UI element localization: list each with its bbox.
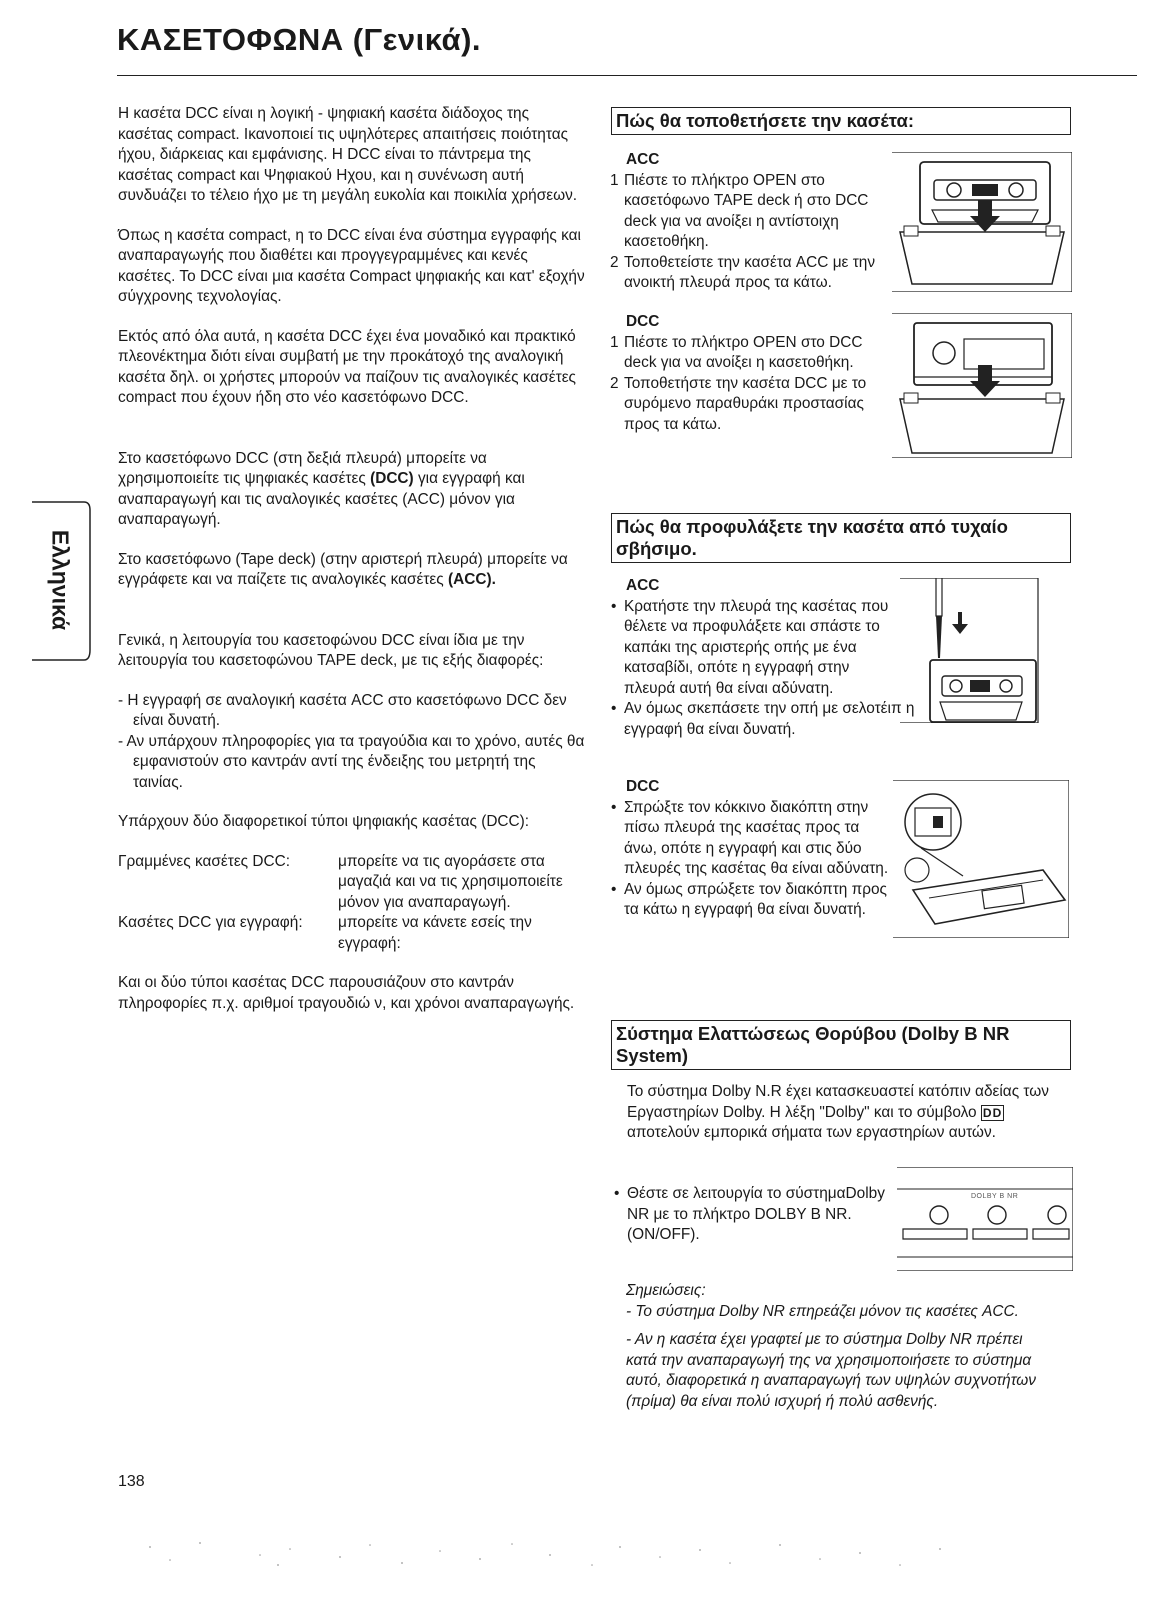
protect-acc-label: ACC (626, 577, 660, 594)
type-term: Κασέτες DCC για εγγραφή: (118, 914, 303, 931)
dolby-panel-drawing (897, 1167, 1073, 1271)
dolby-notes (626, 1281, 1056, 1420)
tape-deck-bold: (ACC). (447, 571, 496, 588)
closing-paragraph: Και οι δύο τύποι κασέτας DCC παρουσιάζουν στο καντράν πληροφορίες π.χ. αριθμοί τραγουδιώ ν, και χρόνοι αναπαραγωγής. (118, 974, 575, 1012)
step-text: Πιέστε το πλήκτρο OPEN στο κασετόφωνο TAPE deck ή στο DCC deck για να ανοίξει η αντίστοιχη κασετοθήκη. (624, 171, 869, 250)
tape-deck-text: Στο κασετόφωνο (Tape deck) (στην αριστερή πλευρά) μπορείτε να εγγράφετε και να παίζετε τις αναλογικές κασέτες (118, 550, 568, 588)
insert-acc-steps (611, 171, 896, 294)
step-number: 2 (610, 374, 619, 392)
language-tab (30, 480, 94, 680)
insert-acc-step (611, 171, 896, 253)
protect-heading: Πώς θα προφυλάξετε την κασέτα από τυχαίο σβήσιμο. (611, 513, 1071, 563)
protect-acc-bullet: • Αν όμως σκεπάσετε την οπή με σελοτέιπ η εγγραφή θα είναι δυνατή. (611, 699, 961, 740)
dcc-deck-paragraph (118, 449, 588, 531)
note-item: - Αν η κασέτα έχει γραφτεί με το σύστημα Dolby NR πρέπει κατά την αναπαραγωγή της να χρησιμοποιήσετε το σύστημα αυτό, διαφορετικά η αναπαραγωγή των υψηλών συχνοτήτων (πρίμα) θα είναι πολύ ισχυρή ή πολύ ασθενής. (626, 1331, 1036, 1410)
insert-dcc-step (611, 374, 896, 436)
general-paragraph: Γενικά, η λειτουργία του κασετοφώνου DCC είναι ίδια με την λειτουργία του κασετοφώνου TAPE deck, με τις εξής διαφορές: (118, 631, 544, 669)
step-text: Τοποθετήστε την κασέτα DCC με το συρόμενο παραθυράκι προστασίας προς τα κάτω. (624, 374, 867, 433)
dolby-intro-text-2: αποτελούν εμπορικά σήματα των εργαστηρίων αυτών. (627, 1124, 996, 1141)
dolby-intro-text-1: Το σύστημα Dolby N.R έχει κατασκευαστεί κατόπιν αδείας των Εργαστηρίων Dolby. Η λέξη "Dolby" και το σύμβολο (627, 1083, 1049, 1121)
note-item: - Το σύστημα Dolby NR επηρεάζει μόνον τις κασέτες ACC. (626, 1302, 1019, 1320)
acc-insert-illustration (892, 152, 1072, 292)
intro-paragraph-1: Η κασέτα DCC είναι η λογική - ψηφιακή κασέτα διάδοχος της κασέτας compact. Ικανοποιεί τις υψηλότερες απαιτήσεις ποιότητας ήχου, διάρκειας και εμφάνισης. Η DCC είναι το πάντρεμα της κασέτας compact και Ψηφιακού Ηχου, και η συνένωση αυτή συνδυάζει το τέλειο ήχο με τη μεγάλη ευκολία και ποικιλία χρήσεων. (118, 105, 578, 204)
acc-protect-illustration (900, 578, 1040, 723)
step-text: Τοποθετείστε την κασέτα ACC με την ανοικτή πλευρά προς τα κάτω. (624, 253, 876, 291)
step-text: Πιέστε το πλήκτρο OPEN στο DCC deck για να ανοίξει η κασετοθήκη. (624, 333, 863, 371)
language-tab-label: Ελληνικά (47, 529, 74, 631)
insert-acc-block (611, 150, 896, 294)
step-number: 1 (610, 333, 619, 351)
page-number: 138 (118, 1473, 145, 1490)
protect-dcc-bullet: • Σπρώξτε τον κόκκινο διακόπτη στην πίσω πλευρά της κασέτας προς τα άνω, οπότε η εγγραφή και στις δύο πλευρές της κασέτας θα είναι αδύνατη. (611, 798, 889, 880)
protect-dcc-bullet: • Αν όμως σπρώξετε τον διακόπτη προς τα κάτω η εγγραφή θα είναι δυνατή. (611, 880, 894, 921)
protect-dcc-bullets (611, 798, 901, 921)
dcc-deck-text-1: Στο κασετόφωνο DCC (στη δεξιά πλευρά) μπορείτε να χρησιμοποιείτε τις ψηφιακές κασέτες (118, 449, 487, 487)
insert-acc-step (611, 253, 896, 294)
dcc-types-table (118, 852, 588, 955)
insert-dcc-block (611, 312, 896, 435)
intro-paragraph-2: Όπως η κασέτα compact, η το DCC είναι ένα σύστημα εγγραφής και αναπαραγωγής που διαθέτει και προγγεγραμμένες και κενές κασέτες. Το DCC είναι μια κασέτα Compact ψηφιακής και κατ' εξοχήν σύγχρονης τεχνολογίας. (118, 226, 585, 305)
protect-acc-bullet: • Κρατήστε την πλευρά της κασέτας που θέλετε να προφυλάξετε και σπάστε το καπάκι της αριστερής οπής με ένα κατσαβίδι, οπότε η εγγραφή στην πλευρά αυτή θα είναι αδύνατη. (611, 597, 889, 700)
type-term: Γραμμένες κασέτες DCC: (118, 852, 290, 870)
left-column (118, 104, 588, 1033)
insert-heading: Πώς θα τοποθετήσετε την κασέτα: (611, 107, 1071, 135)
dolby-intro (627, 1082, 1057, 1144)
scan-noise-decoration (140, 1535, 980, 1575)
dcc-protect-illustration (893, 780, 1069, 938)
protect-dcc-block (611, 777, 901, 921)
step-number: 1 (610, 171, 619, 189)
title-rule (117, 75, 1137, 76)
dcc-deck-text-2: για εγγραφή και αναπαραγωγή και τις αναλογικές κασέτες (ACC) μόνον για αναπαραγωγή. (118, 470, 525, 528)
dolby-bullet: • Θέστε σε λειτουργία το σύστημαDolby NR με το πλήκτρο DOLBY B NR. (ON/OFF). (614, 1184, 889, 1246)
type-description: μπορείτε να τις αγοράσετε στα μαγαζιά και να τις χρησιμοποιείτε μόνον για αναπαραγωγή. (338, 852, 563, 911)
insert-acc-label: ACC (626, 151, 660, 168)
type-description: μπορείτε να κάνετε εσείς την εγγραφή: (338, 914, 532, 952)
notes-title: Σημειώσεις: (626, 1282, 706, 1299)
dolby-panel-label: DOLBY B NR (971, 1193, 1019, 1200)
insert-dcc-steps (611, 333, 896, 436)
differences-list (118, 691, 588, 794)
intro-paragraph-3: Εκτός από όλα αυτά, η κασέτα DCC έχει ένα μοναδικό και πρακτικό πλεονέκτημα διότι είναι συμβατή με την προκάτοχό της αναλογική κασέτα δηλ. οι χρήστες μπορούν να παίζουν τις αναλογικές κασέτες compact που έχουν ήδη στο νέο κασετόφωνο DCC. (118, 327, 576, 406)
dolby-symbol-icon: DD (982, 1105, 1003, 1120)
dcc-insert-illustration (892, 313, 1072, 458)
dcc-deck-bold: (DCC) (370, 470, 414, 487)
insert-dcc-label: DCC (626, 313, 660, 330)
tape-deck-paragraph (118, 550, 588, 591)
page-title: ΚΑΣΕΤΟΦΩΝΑ (Γενικά). (117, 22, 482, 57)
protect-dcc-label: DCC (626, 778, 660, 795)
difference-item: - Αν υπάρχουν πληροφορίες για τα τραγούδια και το χρόνο, αυτές θα εμφανιστούν στο καντράν αντί της ένδειξης του μετρητή της ταινίας. (118, 732, 585, 791)
types-intro: Υπάρχουν δύο διαφορετικοί τύποι ψηφιακής κασέτας (DCC): (118, 813, 530, 830)
step-number: 2 (610, 253, 619, 271)
dolby-button-illustration (897, 1167, 1073, 1271)
difference-item: - Η εγγραφή σε αναλογική κασέτα ACC στο κασετόφωνο DCC δεν είναι δυνατή. (118, 691, 567, 729)
dolby-bullets (614, 1184, 889, 1246)
insert-dcc-step (611, 333, 896, 374)
dolby-heading: Σύστημα Ελαττώσεως Θορύβου (Dolby B NR System) (611, 1020, 1071, 1070)
